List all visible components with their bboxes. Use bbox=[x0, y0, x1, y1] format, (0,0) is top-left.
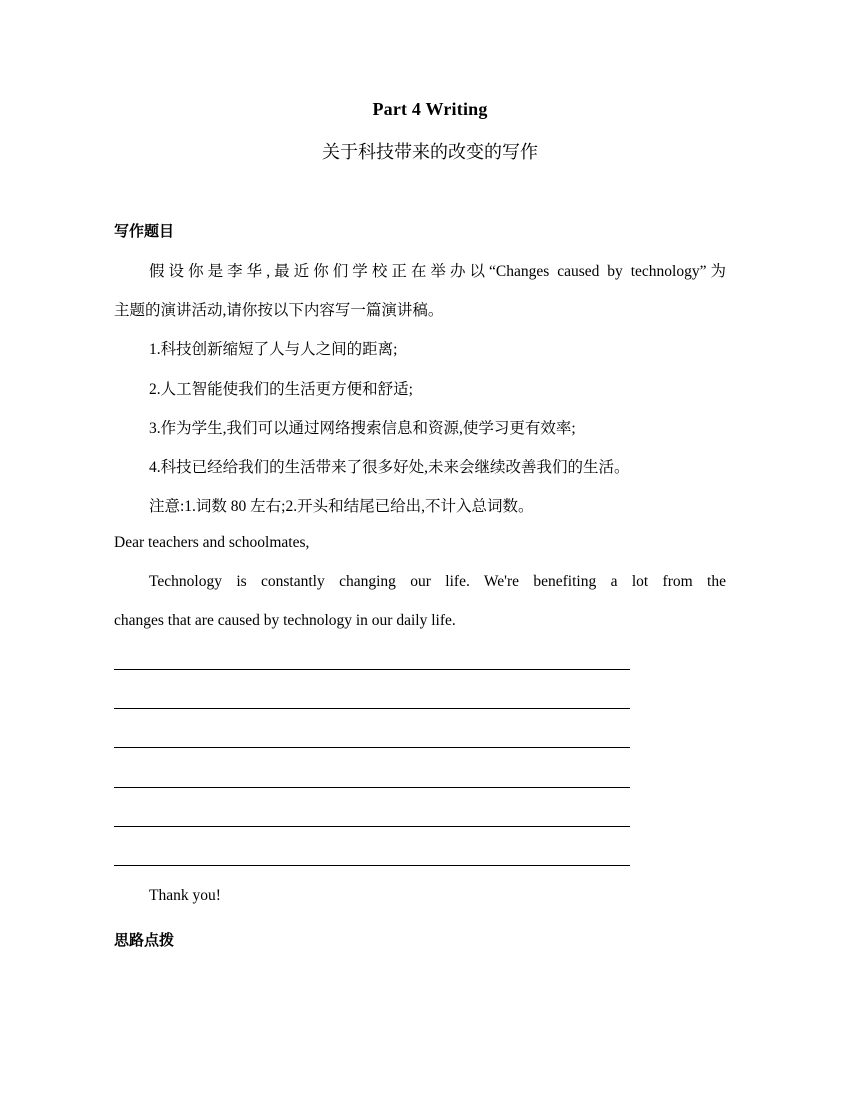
writing-line bbox=[114, 669, 630, 670]
part-title: Part 4 Writing bbox=[372, 99, 488, 119]
task-point-3: 3.作为学生,我们可以通过网络搜索信息和资源,使学习更有效率; bbox=[149, 420, 576, 437]
hints-heading: 思路点拨 bbox=[114, 931, 175, 949]
writing-line bbox=[114, 787, 630, 788]
essay-opening-line-1: Technology is constantly changing our life. We're benefiting a lot from the bbox=[149, 573, 726, 590]
task-intro-line-2: 主题的演讲活动,请你按以下内容写一篇演讲稿。 bbox=[114, 302, 444, 319]
essay-closing: Thank you! bbox=[149, 887, 221, 904]
task-note: 注意:1.词数 80 左右;2.开头和结尾已给出,不计入总词数。 bbox=[149, 498, 534, 515]
essay-opening-line-2: changes that are caused by technology in our daily life. bbox=[114, 612, 456, 629]
task-intro-line-1: 假设你是李华,最近你们学校正在举办以“Changes caused by technology”为 bbox=[149, 263, 726, 280]
writing-line bbox=[114, 826, 630, 827]
task-point-2: 2.人工智能使我们的生活更方便和舒适; bbox=[149, 381, 413, 398]
task-heading: 写作题目 bbox=[114, 222, 175, 240]
task-point-4: 4.科技已经给我们的生活带来了很多好处,未来会继续改善我们的生活。 bbox=[149, 459, 630, 476]
writing-line bbox=[114, 747, 630, 748]
page-subtitle: 关于科技带来的改变的写作 bbox=[322, 142, 538, 163]
essay-greeting: Dear teachers and schoolmates, bbox=[114, 534, 310, 551]
writing-line bbox=[114, 708, 630, 709]
writing-line bbox=[114, 865, 630, 866]
task-point-1: 1.科技创新缩短了人与人之间的距离; bbox=[149, 341, 398, 358]
